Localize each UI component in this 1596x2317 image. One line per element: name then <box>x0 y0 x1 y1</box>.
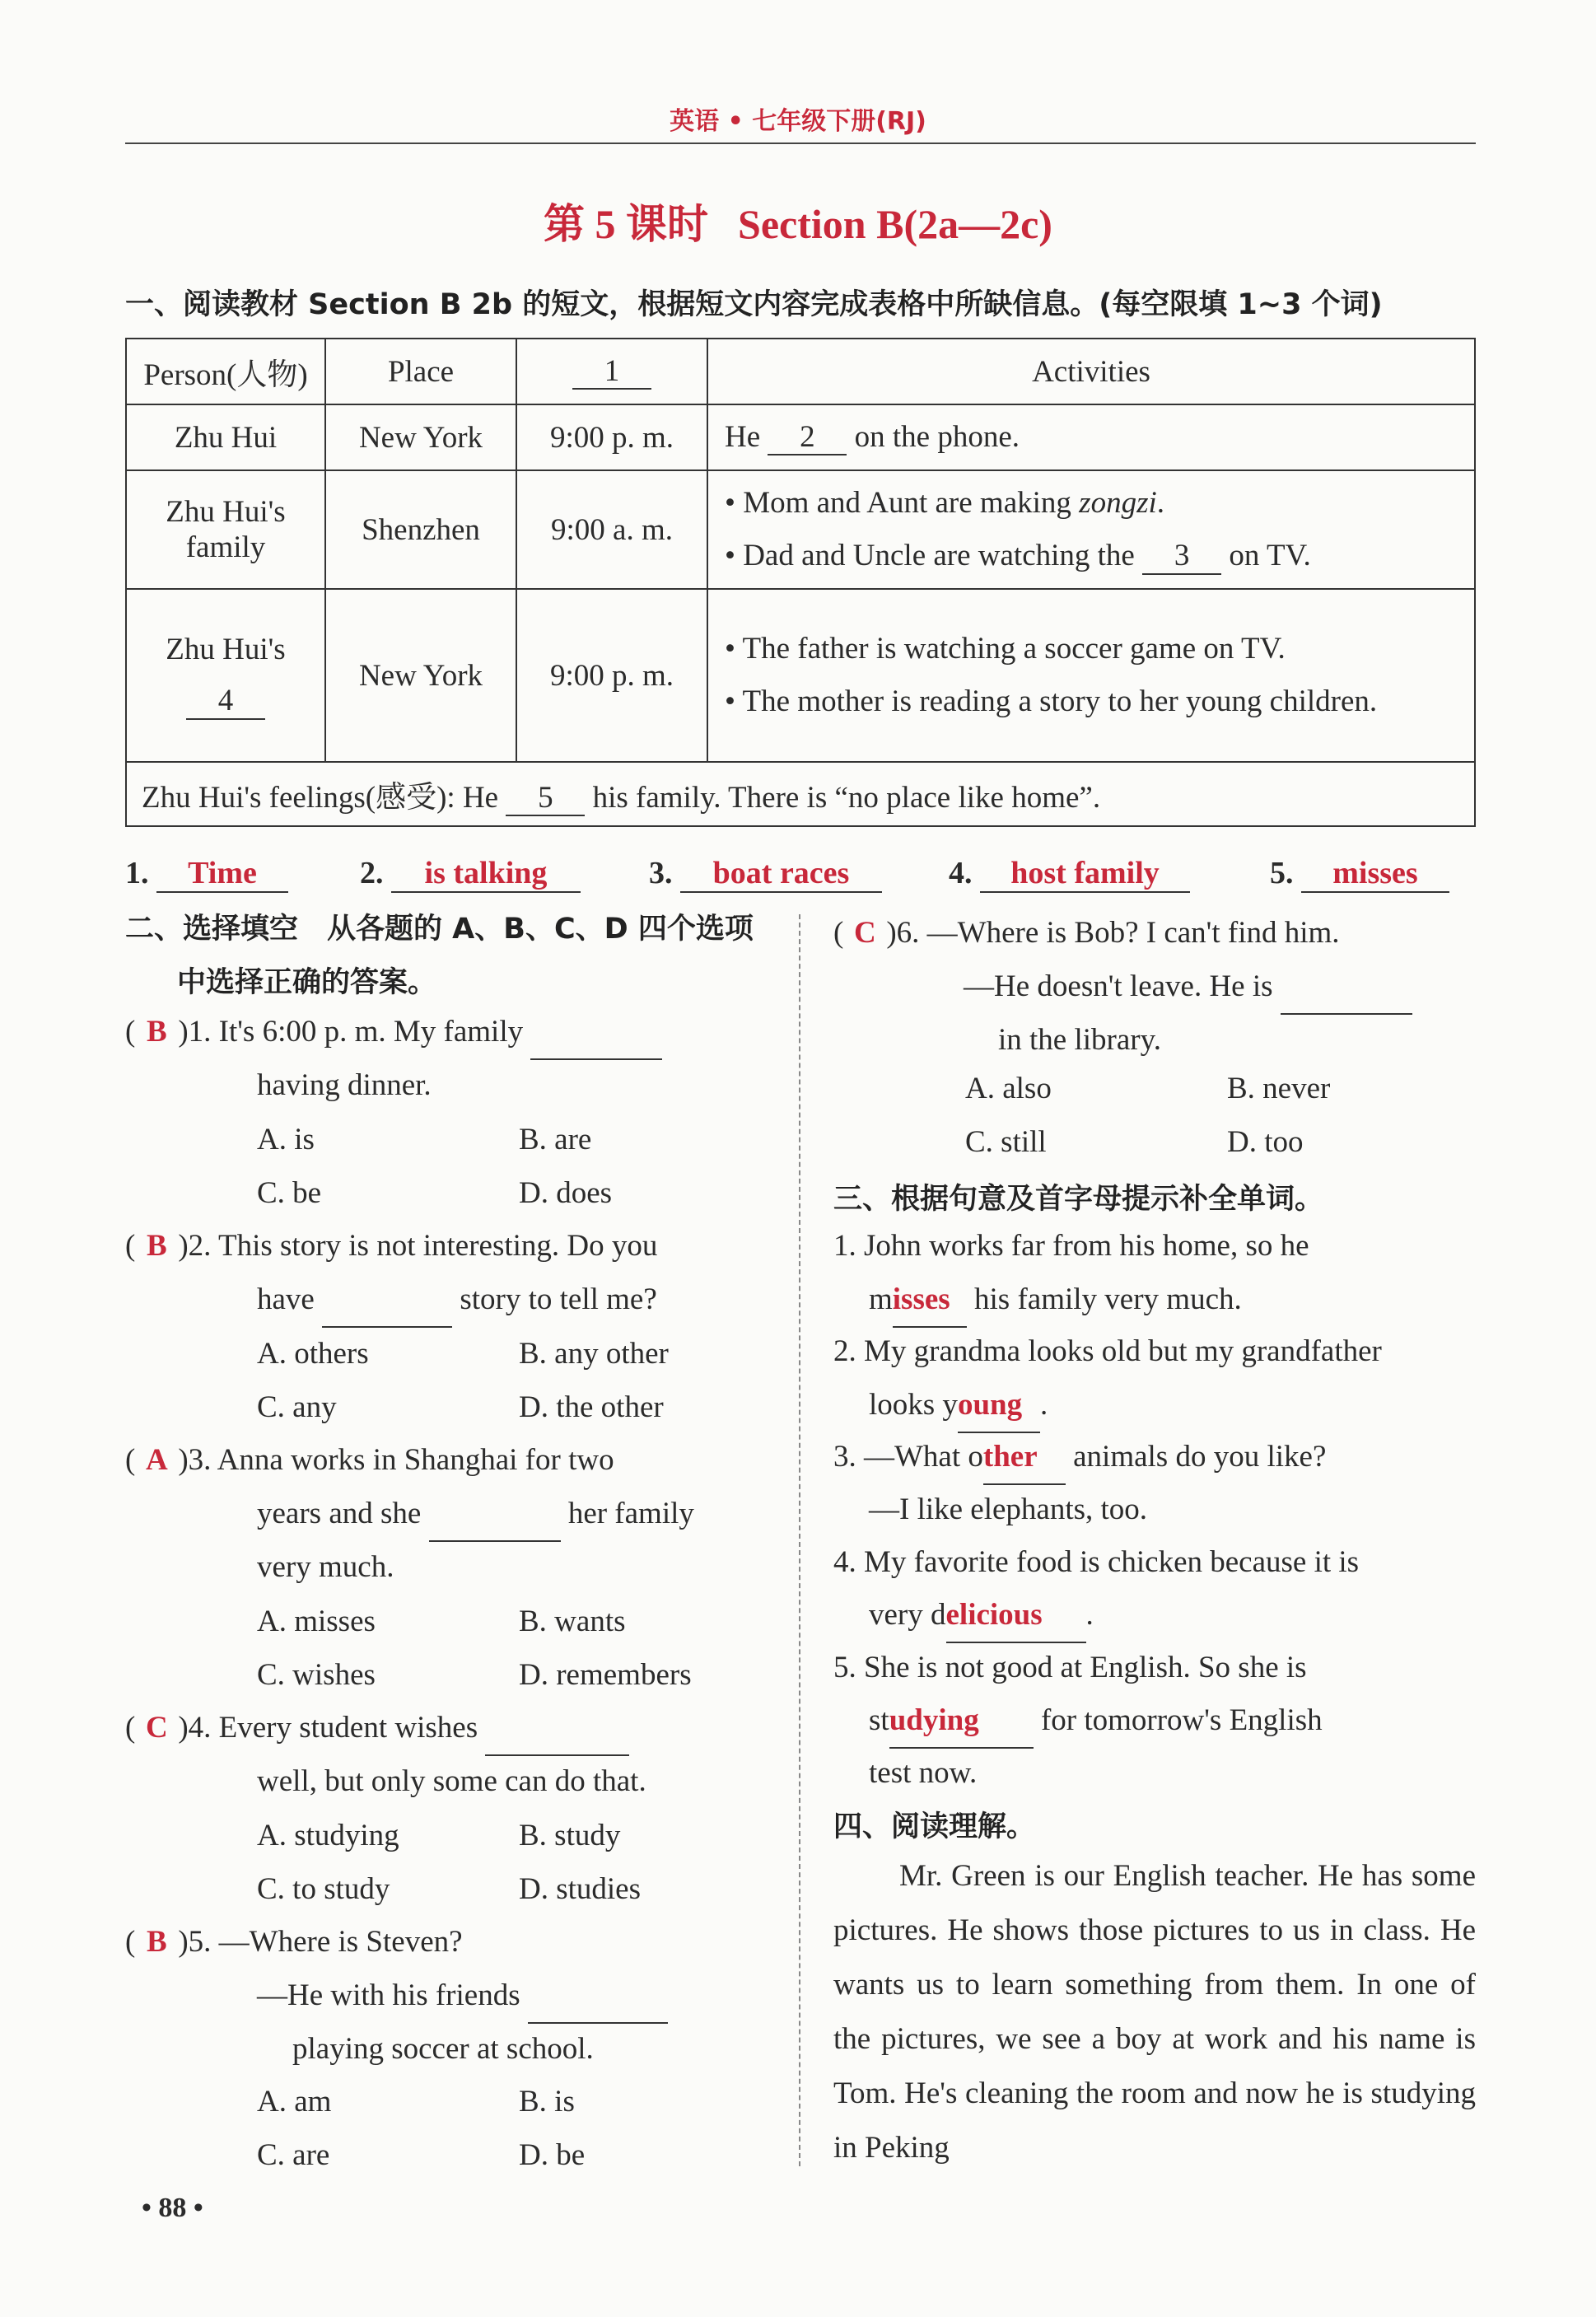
option[interactable]: C. wishes <box>257 1658 376 1692</box>
option[interactable]: B. are <box>519 1123 592 1156</box>
answer-value: is talking <box>391 855 581 893</box>
blank-3: 3 <box>1142 540 1221 575</box>
option[interactable]: A. studying <box>257 1819 399 1852</box>
header-time-blank: 1 <box>516 339 707 404</box>
question-4: ( C )4. Every student wishes <box>125 1701 629 1756</box>
option[interactable]: D. too <box>1227 1125 1304 1159</box>
table-row: Zhu Hui's feelings(感受): He 5 his family. There is “no place like home”. <box>126 762 1475 826</box>
answer-value: Time <box>156 855 288 893</box>
column-divider <box>799 914 800 2166</box>
info-table <box>125 338 1476 827</box>
fill-answer: udying <box>889 1693 1034 1749</box>
lesson-label: 第 5 课时 <box>544 201 709 247</box>
fill-answer: ther <box>983 1430 1066 1485</box>
answer-value: misses <box>1301 855 1449 893</box>
option[interactable]: A. misses <box>257 1605 376 1638</box>
running-header: 英语 • 七年级下册(RJ) <box>670 107 926 136</box>
table-row: Zhu Hui New York 9:00 p. m. He 2 on the phone. <box>126 404 1475 470</box>
fill-answer: oung <box>958 1378 1040 1433</box>
option[interactable]: C. be <box>257 1176 322 1210</box>
table-row: Zhu Hui's family Shenzhen 9:00 a. m. • Mom and Aunt are making zongzi. • Dad and Uncle are watching the 3 on TV. <box>126 470 1475 589</box>
table-row: Zhu Hui's 4 New York 9:00 p. m. • The father is watching a soccer game on TV. • The mother is reading a story to her young children. <box>126 589 1475 762</box>
option[interactable]: B. any other <box>519 1337 669 1371</box>
header-place: Place <box>325 339 516 404</box>
option[interactable]: B. is <box>519 2085 575 2118</box>
sentence-3: 3. —What other animals do you like? <box>833 1430 1326 1485</box>
part2-heading-cont: 中选择正确的答案。 <box>177 966 437 999</box>
option[interactable]: D. studies <box>519 1872 641 1906</box>
part3-heading: 三、根据句意及首字母提示补全单词。 <box>833 1183 1324 1216</box>
sentence-5: 5. She is not good at English. So she is <box>833 1651 1307 1684</box>
sentence-1: 1. John works far from his home, so he <box>833 1229 1309 1263</box>
option[interactable]: B. never <box>1227 1072 1331 1105</box>
sentence-4: 4. My favorite food is chicken because it is <box>833 1545 1360 1579</box>
question-6: ( C )6. —Where is Bob? I can't find him. <box>833 916 1340 950</box>
blank-4: 4 <box>186 684 265 720</box>
question-5: ( B )5. —Where is Steven? <box>125 1925 463 1959</box>
fill-answer: elicious <box>946 1588 1086 1643</box>
sentence-2: 2. My grandma looks old but my grandfather <box>833 1334 1382 1368</box>
option[interactable]: C. to study <box>257 1872 390 1906</box>
header-activities: Activities <box>707 339 1475 404</box>
part2-heading: 二、选择填空 从各题的 A、B、C、D 四个选项 <box>125 913 754 946</box>
option[interactable]: C. any <box>257 1390 337 1424</box>
option[interactable]: A. also <box>965 1072 1052 1105</box>
option[interactable]: C. are <box>257 2138 330 2172</box>
question-3: ( A )3. Anna works in Shanghai for two <box>125 1443 614 1477</box>
page-number: • 88 • <box>142 2193 203 2223</box>
blank-2: 2 <box>768 421 847 456</box>
answer-value: boat races <box>680 855 882 893</box>
option[interactable]: D. remembers <box>519 1658 692 1692</box>
option[interactable]: D. be <box>519 2138 586 2172</box>
option[interactable]: A. is <box>257 1123 315 1156</box>
question-1: ( B )1. It's 6:00 p. m. My family <box>125 1005 662 1060</box>
option[interactable]: A. others <box>257 1337 369 1371</box>
blank-5: 5 <box>506 782 585 817</box>
header-person: Person(人物) <box>126 339 325 404</box>
fill-answer: isses <box>893 1273 967 1328</box>
option[interactable]: D. the other <box>519 1390 664 1424</box>
option[interactable]: B. wants <box>519 1605 626 1638</box>
page-title <box>0 191 1596 250</box>
part4-heading: 四、阅读理解。 <box>833 1810 1036 1843</box>
option[interactable]: C. still <box>965 1125 1047 1159</box>
header-rule <box>125 142 1476 144</box>
answer-value: host family <box>980 855 1190 893</box>
option[interactable]: A. am <box>257 2085 332 2118</box>
part1-heading: 一、阅读教材 Section B 2b 的短文，根据短文内容完成表格中所缺信息。(每空限填 1~3 个词) <box>125 288 1383 321</box>
option[interactable]: D. does <box>519 1176 613 1210</box>
option[interactable]: B. study <box>519 1819 621 1852</box>
section-label: Section B(2a—2c) <box>738 201 1052 247</box>
reading-passage: Mr. Green is our English teacher. He has some pictures. He shows those pictures to us in class. He wants us to learn something from them. In one of the pictures, we see a boy at work and his name is Tom. He's cleaning the room and now he is studying in Peking <box>833 1859 1476 2165</box>
question-2: ( B )2. This story is not interesting. Do you <box>125 1229 658 1263</box>
